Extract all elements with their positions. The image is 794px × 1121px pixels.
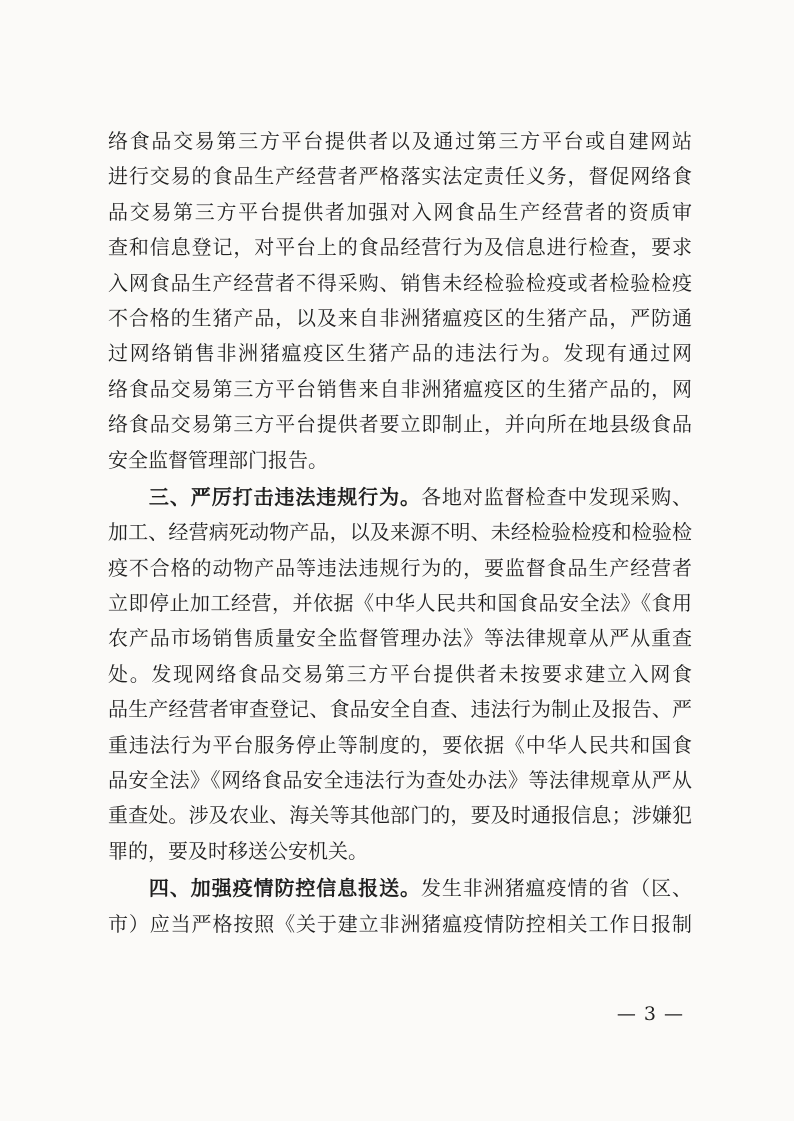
text-line: 疫不合格的动物产品等违法违规行为的，要监督食品生产经营者	[108, 555, 692, 580]
text-line: 进行交易的食品生产经营者严格落实法定责任义务，督促网络食	[108, 164, 692, 189]
text-line: 络食品交易第三方平台提供者以及通过第三方平台或自建网站	[108, 129, 692, 153]
text-run: 各地对监督检查中发现采购、	[420, 484, 693, 509]
text-line: 入网食品生产经营者不得采购、销售未经检验检疫或者检验检疫	[108, 270, 692, 295]
section-heading: 三、严厉打击违法违规行为。	[148, 484, 421, 509]
text-line: 处。发现网络食品交易第三方平台提供者未按要求建立入网食	[108, 661, 692, 686]
paragraph-crackdown	[108, 480, 692, 869]
text-line: 查和信息登记，对平台上的食品经营行为及信息进行检查，要求	[108, 235, 692, 260]
text-line: 重查处。涉及农业、海关等其他部门的，要及时通报信息；涉嫌犯	[108, 803, 692, 828]
text-line: 加工、经营病死动物产品，以及来源不明、未经检验检疫和检验检	[108, 520, 692, 545]
text-line: 络食品交易第三方平台销售来自非洲猪瘟疫区的生猪产品的，网	[108, 376, 692, 401]
text-run: 发生非洲猪瘟疫情的省（区、	[420, 876, 693, 901]
text-line: 市）应当严格按照《关于建立非洲猪瘟疫情防控相关工作日报制	[108, 911, 692, 936]
document-body	[108, 124, 692, 942]
text-line: 品生产经营者审查登记、食品安全自查、违法行为制止及报告、严	[108, 697, 692, 722]
section-heading: 四、加强疫情防控信息报送。	[148, 876, 421, 901]
page-number: — 3 —	[616, 1003, 684, 1025]
text-line: 络食品交易第三方平台提供者要立即制止，并向所在地县级食品	[108, 412, 692, 437]
paragraph-reporting	[108, 871, 692, 942]
text-line	[108, 871, 692, 906]
text-line: 安全监督管理部门报告。	[108, 447, 328, 472]
paragraph-online-platform	[108, 124, 692, 478]
text-line: 立即停止加工经营，并依据《中华人民共和国食品安全法》《食用	[108, 591, 692, 616]
text-line: 过网络销售非洲猪瘟疫区生猪产品的违法行为。发现有通过网	[108, 341, 692, 366]
text-line: 不合格的生猪产品，以及来自非洲猪瘟疫区的生猪产品，严防通	[108, 305, 692, 330]
text-line: 重违法行为平台服务停止等制度的，要依据《中华人民共和国食	[108, 732, 692, 757]
text-line: 农产品市场销售质量安全监督管理办法》等法律规章从严从重查	[108, 626, 692, 651]
text-line: 罪的，要及时移送公安机关。	[108, 838, 368, 863]
text-line: 品交易第三方平台提供者加强对入网食品生产经营者的资质审	[108, 199, 692, 224]
text-line: 品安全法》《网络食品安全违法行为查处办法》等法律规章从严从	[108, 768, 692, 793]
text-line	[108, 480, 692, 515]
